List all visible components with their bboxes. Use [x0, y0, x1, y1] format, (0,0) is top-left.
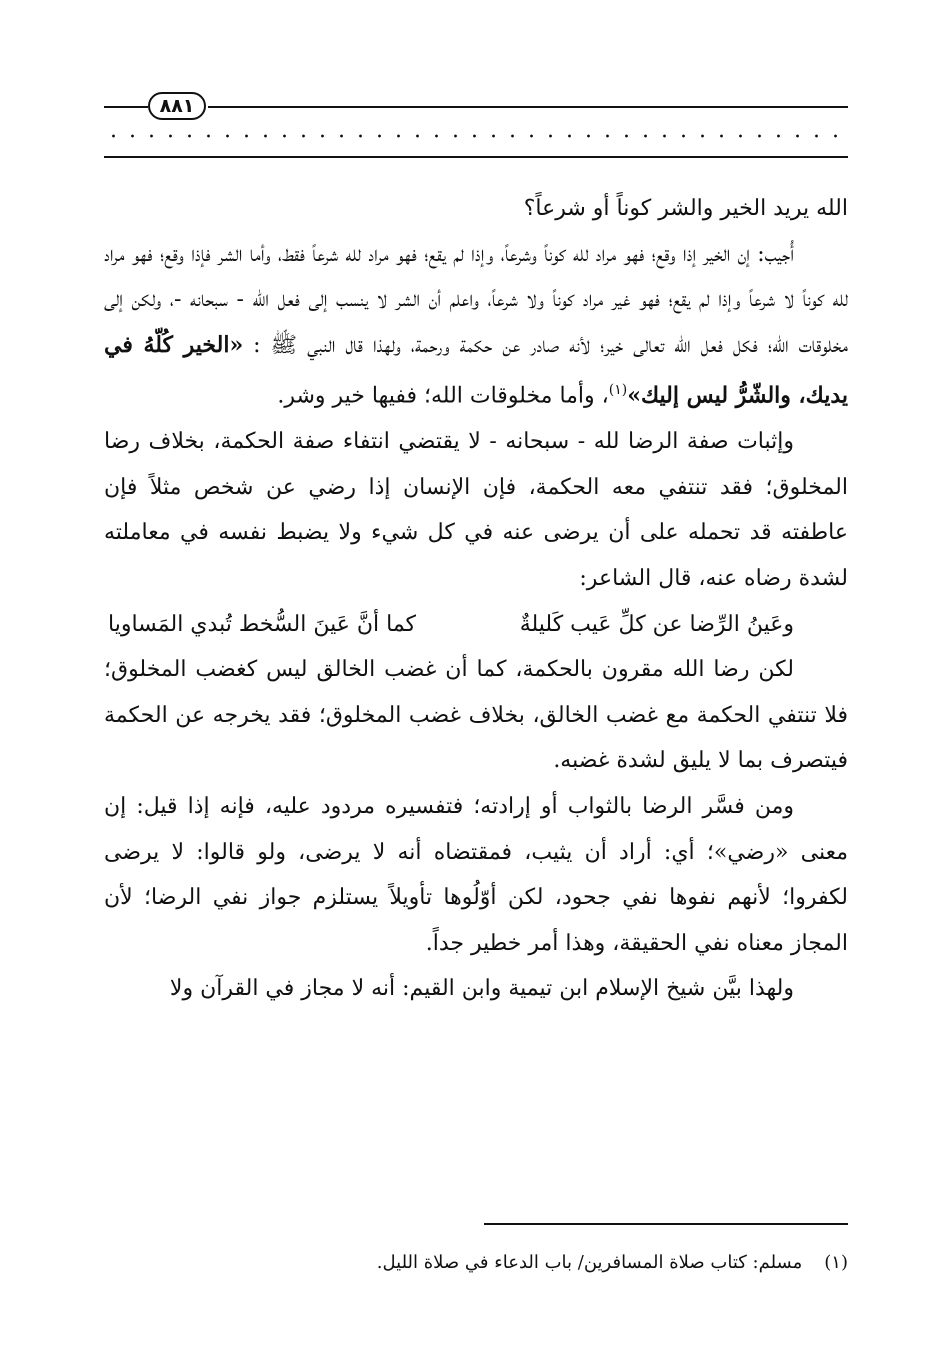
verse-second-half: كما أنَّ عَينَ السُّخط تُبدي المَساويا [108, 611, 417, 637]
header-rule [104, 156, 848, 158]
paragraph-2-end: ، وأما مخلوقات الله؛ ففيها خير وشر. [277, 383, 609, 409]
page-number-text: ٨٨١ [159, 94, 195, 117]
paragraph-6: ولهذا بيَّن شيخ الإسلام ابن تيمية وابن القيم: أنه لا مجاز في القرآن ولا [169, 976, 794, 1002]
header-dotted-line [104, 134, 848, 138]
poetry-verse [104, 602, 848, 648]
footnote [104, 1248, 848, 1278]
header-line-right [208, 106, 848, 108]
footnote-ref: (١) [608, 382, 628, 399]
footnote-number: (١) [824, 1252, 848, 1273]
paragraph-2 [104, 232, 848, 420]
page-header [104, 84, 848, 174]
hadith-quote: «الخير كُلّهُ في يديك، والشّرُّ ليس إليك» [104, 331, 848, 409]
paragraph-2-text: أُجيب: إن الخير إذا وقع؛ فهو مراد لله كوناً وشرعاً، وإذا لم يقع؛ فهو مراد لله شرعاً فقط، وأما الشر فإذا وقع؛ فهو مراد لله كوناً لا شرعاً وإذا لم يقع؛ فهو غير مراد كوناً ولا شرعاً، واعلم أن الشر لا ينسب إلى فعل الله - سبحانه -، ولكن إلى مخلوقات الله؛ فكل فعل الله تعالى خير؛ لأنه صادر عن حكمة ورحمة، ولهذا قال النبي ﷺ : [104, 241, 848, 358]
body-text [104, 186, 848, 1012]
footnote-separator [484, 1223, 848, 1225]
header-line-left [104, 106, 148, 108]
paragraph-5: ومن فسَّر الرضا بالثواب أو إرادته؛ فتفسيره مردود عليه، فإنه إذا قيل: إن معنى «رضي»؛ أي: أراد أن يثيب، فمقتضاه أنه لا يرضى، ولو قالوا: لا يرضى لكفروا؛ لأنهم نفوها نفي جحود، لكن أوّلُوها تأويلاً يستلزم جواز نفي الرضا؛ لأن المجاز معناه نفي الحقيقة، وهذا أمر خطير جداً. [104, 794, 848, 956]
paragraph-3: وإثبات صفة الرضا لله - سبحانه - لا يقتضي انتفاء صفة الحكمة، بخلاف رضا المخلوق؛ فقد تنتفي معه الحكمة، فإن الإنسان إذا رضي عن شخص مثلاً فإن عاطفته قد تحمله على أن يرضى عنه في كل شيء ولا يضبط نفسه في معاملته لشدة رضاه عنه، قال الشاعر: [104, 429, 848, 592]
verse-first-half: وعَينُ الرِّضا عن كلِّ عَيب كَليلةٌ [519, 611, 794, 637]
paragraph-4: لكن رضا الله مقرون بالحكمة، كما أن غضب الخالق ليس كغضب المخلوق؛ فلا تنتفي الحكمة مع غضب الخالق، بخلاف غضب المخلوق؛ فقد يخرجه عن الحكمة فيتصرف بما لا يليق لشدة غضبه. [104, 657, 848, 774]
paragraph-1: الله يريد الخير والشر كوناً أو شرعاً؟ [523, 196, 848, 221]
page-number [148, 92, 206, 120]
footnote-text: مسلم: كتاب صلاة المسافرين/ باب الدعاء في صلاة الليل. [376, 1252, 803, 1273]
